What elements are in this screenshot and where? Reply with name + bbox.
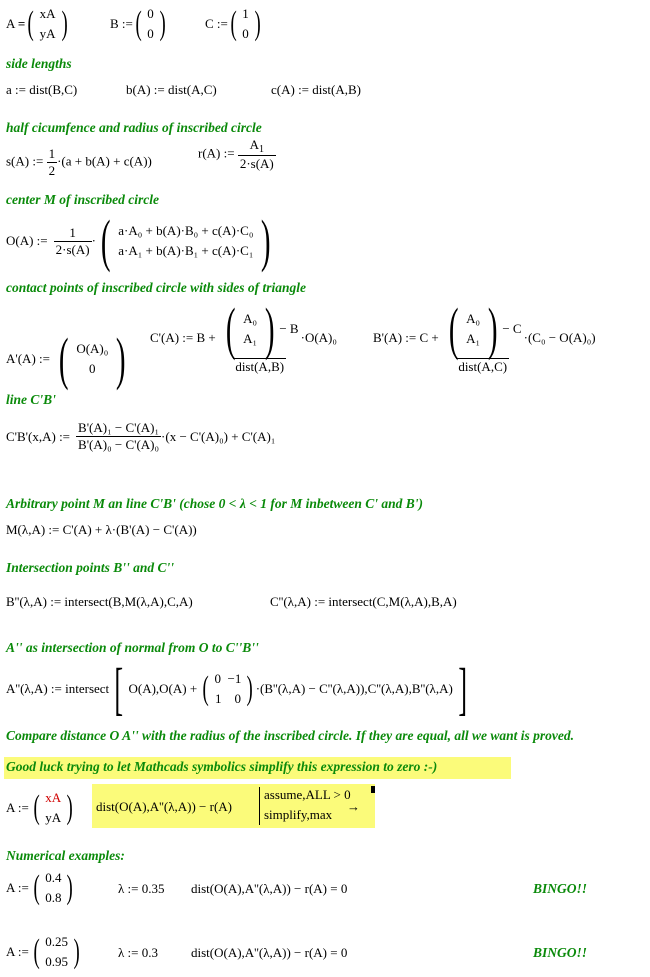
expr-M[interactable]: M(λ,A) := C'(A) + λ·(B'(A) − C'(A)): [6, 522, 197, 537]
ex2-y: 0.95: [45, 954, 68, 969]
heading-arbitrary: Arbitrary point M an line C'B' (chose 0 < λ < 1 for M inbetween C' and B'): [6, 496, 424, 511]
expr-line[interactable]: [6, 420, 275, 453]
example-2-lambda[interactable]: λ := 0.3: [118, 945, 158, 960]
sym-x: xA: [45, 790, 62, 805]
text-cursor: [371, 786, 375, 793]
Adprime-pre: O(A),O(A) +: [128, 681, 198, 696]
ex2-x: 0.25: [45, 934, 68, 949]
def-B-y: 0: [147, 26, 154, 41]
Adprime-post: ·(B''(λ,A) − C''(λ,A)),C''(λ,A),B''(λ,A): [255, 681, 453, 696]
expr-O[interactable]: O(A) := $\frac{1}{2\cdot s(A)}$ · ( a·A₀ + b(A)·B₀ + c(A)·C₀ a·A₁ + b(A)·B₁ + c(A)·C₁ ): [6, 208, 271, 273]
matrix-21: 1: [214, 691, 222, 706]
heading-numerical: Numerical examples:: [6, 848, 125, 863]
def-C-y: 0: [242, 26, 249, 41]
Aprime-lhs: A'(A) :=: [6, 351, 50, 366]
Bprime-vbot: A₁: [466, 331, 481, 346]
Bprime-minus: − C: [502, 321, 522, 336]
ex2-lhs: A :=: [6, 944, 29, 959]
heading-half-circ: half cicumfence and radius of inscribed circle: [6, 120, 262, 135]
sym-divider: [259, 787, 260, 825]
def-C-x: 1: [242, 6, 249, 21]
O-row2: a·A₁ + b(A)·B₁ + c(A)·C₁: [118, 243, 254, 258]
matrix-12: −1: [227, 671, 242, 686]
s-lhs: s(A) :=: [6, 153, 44, 169]
symbolic-A-def[interactable]: A := ( xA yA ): [6, 789, 73, 826]
expr-A-prime[interactable]: A'(A) := ( O(A)₀ 0 ): [6, 326, 126, 391]
side-b[interactable]: b(A) := dist(A,C): [126, 82, 217, 97]
def-B-x: 0: [147, 6, 154, 21]
sym-lhs: A :=: [6, 800, 29, 815]
example-2-A[interactable]: A := ( 0.25 0.95 ): [6, 933, 80, 970]
r-num-sub: 1: [258, 144, 264, 155]
Bprime-tail: ·(C₀ − O(A)₀): [523, 329, 596, 345]
example-2-eval[interactable]: dist(O(A),A''(λ,A)) − r(A) = 0: [191, 945, 348, 960]
Aprime-bot: 0: [89, 361, 96, 376]
sym-kw1: assume,ALL > 0: [264, 787, 351, 802]
O-row1: a·A₀ + b(A)·B₀ + c(A)·C₀: [118, 223, 254, 238]
Cprime-minus: − B: [279, 321, 299, 336]
Cprime-vbot: A₁: [243, 331, 258, 346]
heading-contact: contact points of inscribed circle with sides of triangle: [6, 280, 306, 295]
symbolic-expression-region[interactable]: [92, 784, 375, 828]
expr-B-prime[interactable]: B'(A) := C + ( A₀ A₁ ) − C dist(A,C) ·(C₀ − O(A)₀): [373, 296, 596, 374]
Bprime-lhs: B'(A) := C +: [373, 329, 439, 345]
sym-expr: dist(O(A),A''(λ,A)) − r(A): [96, 799, 233, 814]
O-den: 2·s(A): [55, 241, 90, 257]
def-B-label: B :=: [110, 16, 133, 31]
def-C[interactable]: C := ( 1 0 ): [205, 5, 261, 42]
matrix-11: 0: [214, 671, 222, 686]
Bprime-den: dist(A,C): [458, 359, 508, 374]
example-2-result: BINGO!!: [533, 945, 588, 960]
s-rhs: ·(a + b(A) + c(A)): [57, 153, 152, 169]
heading-good-luck: Good luck trying to let Mathcads symbolics simplify this expression to zero :-): [4, 757, 511, 779]
side-c[interactable]: c(A) := dist(A,B): [271, 82, 362, 97]
example-1-lambda[interactable]: λ := 0.35: [118, 881, 165, 896]
def-A-x: xA: [39, 6, 56, 21]
heading-compare: Compare distance O A'' with the radius of the inscribed circle. If they are equal, all we want is proved.: [6, 728, 575, 743]
expr-B-dprime[interactable]: B''(λ,A) := intersect(B,M(λ,A),C,A): [6, 594, 193, 609]
Adprime-lhs: A''(λ,A) := intersect: [6, 681, 110, 696]
expr-s[interactable]: [6, 146, 152, 179]
heading-normal: A'' as intersection of normal from O to C''B'': [6, 640, 259, 655]
def-A-label: A =: [6, 16, 26, 31]
Cprime-den: dist(A,B): [235, 359, 285, 374]
Cprime-tail: ·O(A)₀: [300, 329, 337, 345]
example-1-eval[interactable]: dist(O(A),A''(λ,A)) − r(A) = 0: [191, 881, 348, 896]
heading-center: center M of inscribed circle: [6, 192, 159, 207]
def-C-label: C :=: [205, 16, 228, 31]
Cprime-lhs: C'(A) := B +: [150, 329, 216, 345]
def-A[interactable]: A = ( xA yA ): [6, 5, 68, 42]
example-1-A[interactable]: A := ( 0.4 0.8 ): [6, 869, 74, 906]
heading-line: line C'B': [6, 392, 56, 407]
sym-arrow: →: [347, 799, 360, 814]
ex1-x: 0.4: [45, 870, 62, 885]
example-1-result: BINGO!!: [533, 881, 588, 896]
O-lhs: O(A) :=: [6, 233, 48, 248]
Aprime-top: O(A)₀: [76, 341, 109, 356]
r-den: 2·s(A): [239, 156, 274, 171]
expr-r[interactable]: [198, 137, 276, 172]
ex1-lhs: A :=: [6, 880, 29, 895]
expr-C-dprime[interactable]: C''(λ,A) := intersect(C,M(λ,A),B,A): [270, 594, 457, 609]
sym-kw2: simplify,max: [264, 807, 333, 822]
line-lhs: C'B'(x,A) :=: [6, 428, 71, 444]
matrix-22: 0: [234, 691, 241, 706]
O-num: 1: [69, 224, 76, 240]
Bprime-vtop: A₀: [466, 311, 481, 326]
line-den: B'(A)₀ − C'(A)₀: [78, 437, 160, 452]
line-num: B'(A)₁ − C'(A)₁: [78, 420, 160, 435]
heading-side-lengths: side lengths: [6, 56, 72, 71]
r-lhs: r(A) :=: [198, 145, 235, 161]
ex1-y: 0.8: [45, 890, 62, 905]
Cprime-vtop: A₀: [243, 311, 258, 326]
def-B[interactable]: B := ( 0 0 ): [110, 5, 166, 42]
sym-y: yA: [45, 810, 62, 825]
s-num: 1: [48, 146, 56, 161]
expr-A-dprime[interactable]: A''(λ,A) := intersect [ O(A),O(A) + ( 0 −1 1 0 ) ·(B''(λ,A) − C''(λ,A)),C''(λ,A),B''(λ,A) ]: [6, 656, 467, 721]
heading-intersections: Intersection points B'' and C'': [6, 560, 175, 575]
s-den: 2: [48, 163, 56, 178]
line-tail: ·(x − C'(A)₀) + C'(A)₁: [161, 428, 276, 444]
side-a[interactable]: a := dist(B,C): [6, 82, 78, 97]
expr-C-prime[interactable]: C'(A) := B + ( A₀ A₁ ) − B dist(A,B) ·O(A)₀: [150, 296, 337, 374]
def-A-y: yA: [39, 26, 56, 41]
r-num: A: [249, 137, 259, 152]
